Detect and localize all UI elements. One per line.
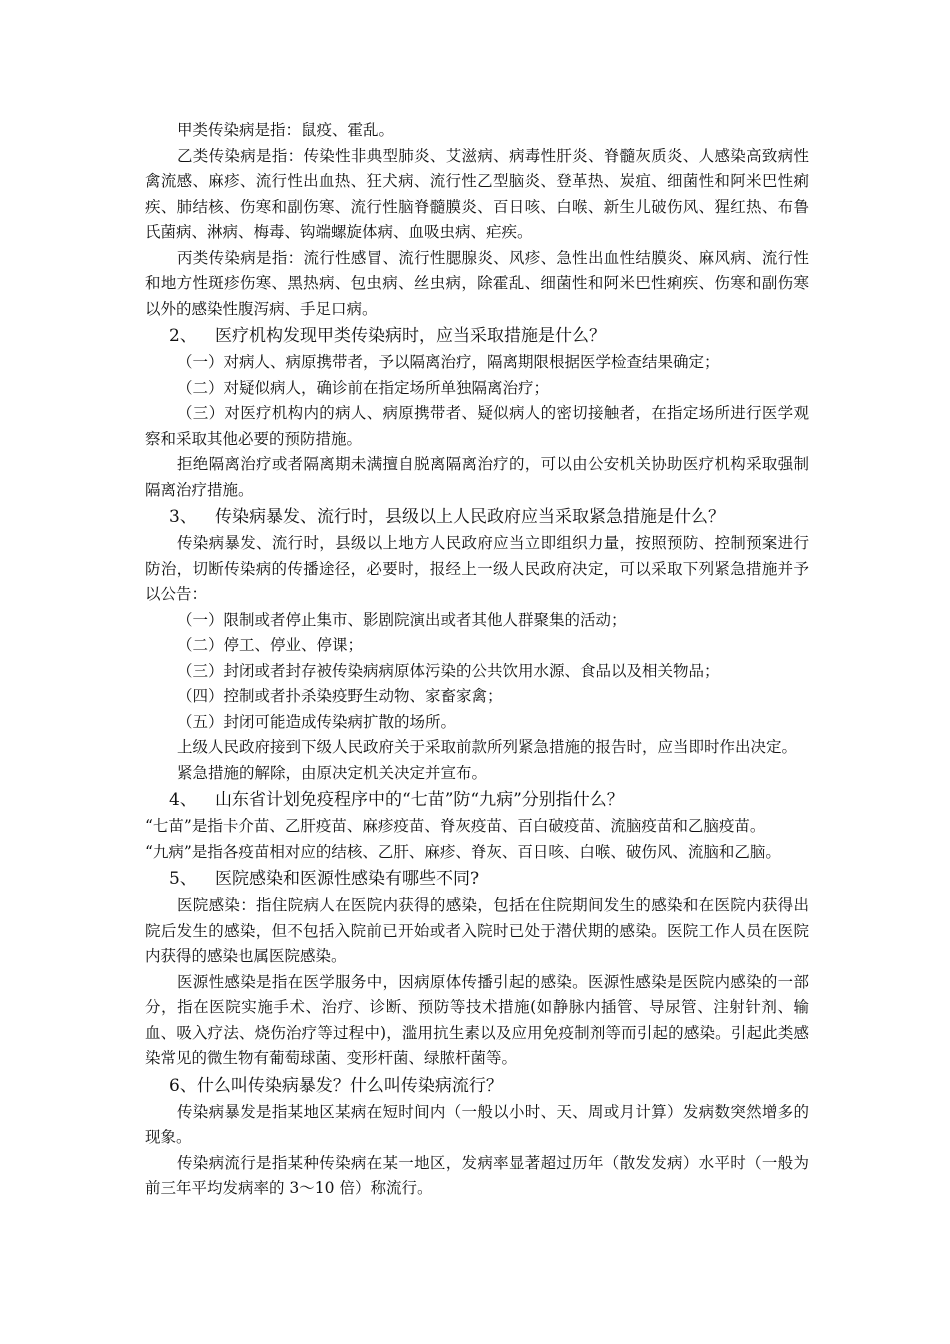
list-item: （二）对疑似病人，确诊前在指定场所单独隔离治疗； (177, 378, 550, 397)
paragraph-class-c: 丙类传染病是指：流行性感冒、流行性腮腺炎、风疹、急性出血性结膜炎、麻风病、流行性和地方性斑疹伤寒、黑热病、包虫病、丝虫病，除霍乱、细菌性和阿米巴性痢疾、伤寒和副伤寒以外的感染性腹泻病、手足口病。 (145, 248, 809, 318)
section-heading-5 (145, 866, 809, 892)
list-item: （五）封闭可能造成传染病扩散的场所。 (177, 712, 457, 731)
section-number: 6、 (169, 1075, 197, 1096)
section-title: 什么叫传染病暴发？什么叫传染病流行？ (196, 1075, 503, 1096)
paragraph-nine-diseases: “九病”是指各疫苗相对应的结核、乙肝、麻疹、脊灰、百日咳、白喉、破伤风、流脑和乙脑。 (145, 842, 781, 861)
section-title: 传染病暴发、流行时，县级以上人民政府应当采取紧急措施是什么？ (215, 507, 725, 527)
paragraph: 传染病暴发、流行时，县级以上地方人民政府应当立即组织力量，按照预防、控制预案进行防治，切断传染病的传播途径，必要时，报经上一级人民政府决定，可以采取下列紧急措施并予以公告： (145, 534, 809, 603)
paragraph: 拒绝隔离治疗或者隔离期未满擅自脱离隔离治疗的，可以由公安机关协助医疗机构采取强制隔离治疗措施。 (145, 455, 809, 499)
paragraph: 紧急措施的解除，由原决定机关决定并宣布。 (177, 763, 488, 782)
section-heading-3 (145, 504, 809, 530)
list-item: （四）控制或者扑杀染疫野生动物、家畜家禽； (177, 687, 503, 705)
paragraph: 医源性感染是指在医学服务中，因病原体传播引起的感染。医源性感染是医院内感染的一部分，指在医院实施手术、治疗、诊断、预防等技术措施(如静脉内插管、导尿管、注射针剂、输血、吸入疗法、烧伤治疗等过程中)，滥用抗生素以及应用免疫制剂等而引起的感染。引起此类感染常见的微生物有葡萄球菌、变形杆菌、绿脓杆菌等。 (145, 972, 809, 1067)
section-number: 5、 (169, 869, 197, 889)
section-heading-4 (145, 787, 809, 813)
section-number: 2、 (169, 326, 197, 346)
list-item: （一）限制或者停止集市、影剧院演出或者其他人群聚集的活动； (177, 610, 627, 629)
list-item: （一）对病人、病原携带者，予以隔离治疗，隔离期限根据医学检查结果确定； (177, 353, 720, 371)
section-number: 4、 (169, 790, 197, 810)
list-item: （二）停工、停业、停课； (177, 636, 364, 654)
list-item: （三）封闭或者封存被传染病病原体污染的公共饮用水源、食品以及相关物品； (177, 661, 720, 680)
paragraph: 传染病流行是指某种传染病在某一地区，发病率显著超过历年（散发发病）水平时（一般为前三年平均发病率的 3～10 倍）称流行。 (145, 1153, 809, 1197)
section-title: 医疗机构发现甲类传染病时，应当采取措施是什么？ (215, 326, 606, 346)
section-title: 山东省计划免疫程序中的“七苗”防“九病”分别指什么？ (215, 790, 624, 810)
section-heading-6 (145, 1073, 809, 1099)
section-number: 3、 (169, 507, 197, 527)
list-item: （三）对医疗机构内的病人、病原携带者、疑似病人的密切接触者，在指定场所进行医学观察和采取其他必要的预防措施。 (145, 404, 809, 448)
paragraph: 医院感染：指住院病人在医院内获得的感染，包括在住院期间发生的感染和在医院内获得出院后发生的感染，但不包括入院前已开始或者入院时已处于潜伏期的感染。医院工作人员在医院内获得的感染也属医院感染。 (145, 896, 809, 965)
paragraph-seven-vaccines: “七苗”是指卡介苗、乙肝疫苗、麻疹疫苗、脊灰疫苗、百白破疫苗、流脑疫苗和乙脑疫苗。 (145, 817, 766, 835)
paragraph-class-b: 乙类传染病是指：传染性非典型肺炎、艾滋病、病毒性肝炎、脊髓灰质炎、人感染高致病性禽流感、麻疹、流行性出血热、狂犬病、流行性乙型脑炎、登革热、炭疽、细菌性和阿米巴性痢疾、肺结核、伤寒和副伤寒、流行性脑脊髓膜炎、百日咳、白喉、新生儿破伤风、猩红热、布鲁氏菌病、淋病、梅毒、钩端螺旋体病、血吸虫病、疟疾。 (145, 146, 809, 241)
section-title: 医院感染和医源性感染有哪些不同? (215, 869, 480, 889)
paragraph-class-a: 甲类传染病是指：鼠疫、霍乱。 (177, 121, 395, 139)
document-page (145, 118, 809, 1202)
paragraph: 传染病暴发是指某地区某病在短时间内（一般以小时、天、周或月计算）发病数突然增多的现象。 (145, 1102, 809, 1146)
section-heading-2 (145, 323, 809, 349)
paragraph: 上级人民政府接到下级人民政府关于采取前款所列紧急措施的报告时，应当即时作出决定。 (177, 738, 798, 756)
